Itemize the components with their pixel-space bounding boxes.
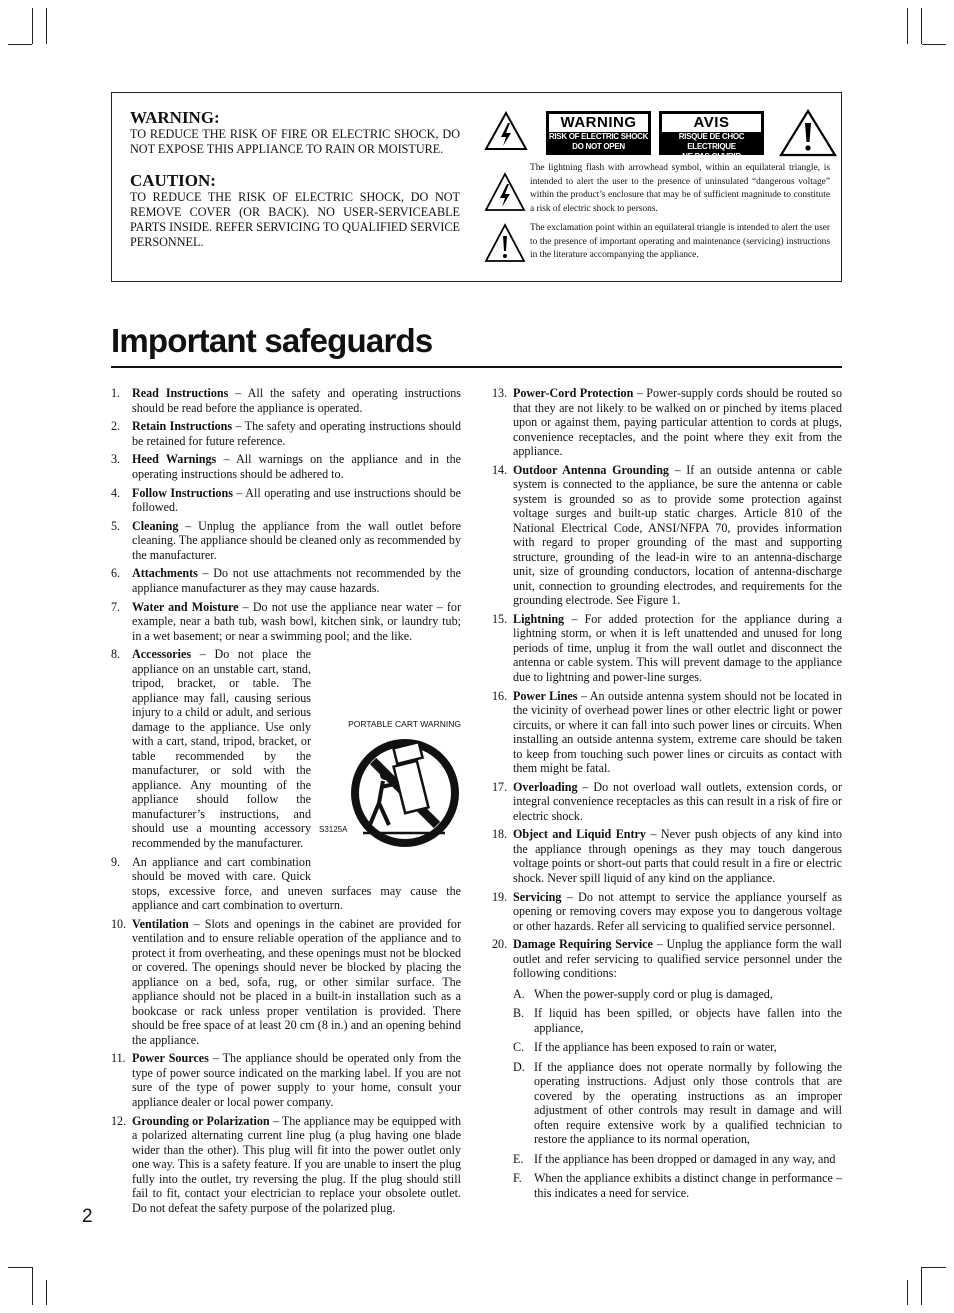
crop-mark bbox=[922, 1267, 946, 1268]
warning-text: TO REDUCE THE RISK OF FIRE OR ELECTRIC SHOCK, DO NOT EXPOSE THIS APPLIANCE TO RAIN OR MOISTURE. bbox=[130, 127, 460, 157]
lightning-description: The lightning flash with arrowhead symbol, within an equilateral triangle, is intended to alert the user to the presence of uninsulated “dangerous voltage” within the product’s enclosure that may be of sufficient magnitude to constitute a risk of electric shock to persons. bbox=[530, 163, 830, 214]
warning-label bbox=[546, 111, 651, 155]
item-text: – If an outside antenna or cable system is connected to the appliance, be sure the antenna or cable system is grounded so as to provide some protection against voltage surges and built-up static charges. Article 810 of the National Electrical Code, ANSI/NFPA 70, provides information with regard to proper grounding of the mast and supporting structure, grounding of the lead-in wire to an antenna-discharge unit, size of grounding conductors, location of antenna-discharge unit, connection to grounding electrodes, and requirements for the grounding electrode. See Figure 1. bbox=[513, 462, 842, 608]
subitem-letter: E. bbox=[513, 1151, 524, 1166]
subitem-text: If liquid has been spilled, or objects have fallen into the appliance, bbox=[534, 1006, 842, 1035]
item-number: 18. bbox=[492, 827, 508, 842]
item-term: Power Sources bbox=[132, 1051, 209, 1066]
lightning-triangle-icon bbox=[484, 111, 528, 151]
lightning-triangle-small-icon bbox=[484, 172, 526, 212]
list-item bbox=[492, 780, 842, 824]
title-rule bbox=[111, 366, 842, 368]
crop-mark bbox=[46, 1280, 47, 1305]
item-term: Read Instructions bbox=[132, 386, 229, 400]
crop-mark bbox=[32, 8, 33, 44]
item-number: 1. bbox=[111, 386, 121, 400]
warning-label-line2: DO NOT OPEN bbox=[572, 142, 625, 151]
exclamation-triangle-small-icon bbox=[484, 223, 526, 263]
list-item bbox=[492, 386, 842, 459]
item-text: – Unplug the appliance form the wall outlet and refer servicing to qualified service personnel under the following conditions: bbox=[513, 937, 842, 981]
item-number: 11. bbox=[111, 1051, 126, 1066]
item-term: Power-Cord Protection bbox=[513, 386, 634, 400]
warning-text-block bbox=[130, 109, 460, 261]
list-subitem bbox=[513, 1171, 842, 1200]
item-term: Grounding or Polarization bbox=[132, 1113, 270, 1128]
subitem-letter: D. bbox=[513, 1059, 525, 1074]
subitem-letter: F. bbox=[513, 1171, 522, 1186]
item-text: – All operating and use instructions should be followed. bbox=[132, 485, 461, 515]
item-text: – All the safety and operating instructions should be read before the appliance is operated. bbox=[132, 386, 461, 415]
subitem-text: If the appliance has been exposed to rain or water, bbox=[534, 1040, 777, 1055]
subitem-letter: C. bbox=[513, 1040, 525, 1055]
cart-figure-code: S3125A bbox=[319, 825, 348, 835]
item-text: – An outside antenna system should not be located in the vicinity of overhead power lines or other electric light or power circuits, or where it can fall into such power lines or circuits. When installing an outside antenna system, extreme care should be taken to keep from touching such power lines or circuits as contact with them might be fatal. bbox=[513, 688, 842, 776]
item-number: 6. bbox=[111, 566, 121, 581]
item-number: 15. bbox=[492, 611, 508, 626]
item-text: – The appliance should be operated only from the type of power source indicated on the marking label. If you are not sure of the type of power supply to your home, consult your appliance dealer or local power company. bbox=[132, 1051, 461, 1109]
item-text: – Slots and openings in the cabinet are provided for ventilation and to ensure reliable operation of the appliance and to protect it from overheating, and these openings must not be blocked or covered. The openings should never be blocked by placing the appliance on a bed, sofa, rug, or other similar surface. The appliance should not be placed in a built-in installation such as a bookcase or rack unless proper ventilation is provided. There should be free space of at least 20 cm (8 in.) and an opening behind the appliance. bbox=[132, 916, 461, 1047]
item-text: – Do not attempt to service the appliance yourself as opening or removing covers may expose you to dangerous voltage or other hazards. Refer all servicing to qualified service personnel. bbox=[513, 889, 842, 933]
list-item bbox=[492, 890, 842, 934]
list-item bbox=[111, 452, 461, 481]
item-number: 10. bbox=[111, 916, 127, 931]
item-number: 9. bbox=[111, 854, 121, 869]
item-number: 3. bbox=[111, 452, 121, 467]
list-item bbox=[111, 486, 461, 515]
subitem-text: If the appliance does not operate normally by following the operating instructions. Adjust only those controls that are covered by the operating instructions as an improper adjustment of other controls may result in damage and will often require extensive work by a qualified technician to restore the appliance to its normal operation, bbox=[534, 1059, 842, 1147]
item-text: An appliance and cart combination should be moved with care. Quick stops, excessive force, and uneven surfaces may cause the appliance and cart combination to overturn. bbox=[132, 854, 461, 912]
caution-heading: CAUTION: bbox=[130, 170, 216, 190]
item-term: Lightning bbox=[513, 611, 565, 626]
item-term: Overloading bbox=[513, 779, 578, 794]
item-term: Servicing bbox=[513, 889, 562, 904]
item-text: – Do not use the appliance near water – for example, near a bath tub, wash bowl, kitchen sink, or laundry tub; in a wet basement; or near a swimming pool; and the like. bbox=[132, 599, 461, 643]
item-text: – Unplug the appliance from the wall outlet before cleaning. The appliance should be cleaned only as recommended by the manufacturer. bbox=[132, 518, 461, 562]
list-item bbox=[111, 386, 461, 415]
item-number: 4. bbox=[111, 485, 121, 500]
page-title: Important safeguards bbox=[111, 322, 433, 359]
avis-label-title: AVIS bbox=[662, 114, 761, 132]
crop-mark bbox=[921, 1267, 922, 1305]
warning-box bbox=[111, 92, 842, 282]
item-text: – Do not overload wall outlets, extension cords, or integral convenience receptacles as this can result in a risk of fire or electric shock. bbox=[513, 779, 842, 823]
avis-label-line2: NE PAS OUVRIR bbox=[682, 152, 741, 161]
list-item bbox=[111, 647, 461, 850]
item-term: Damage Requiring Service bbox=[513, 937, 653, 952]
item-number: 17. bbox=[492, 779, 508, 794]
list-item bbox=[492, 463, 842, 608]
list-item bbox=[492, 689, 842, 776]
item-text: – All warnings on the appliance and in the operating instructions should be adhered to. bbox=[132, 452, 461, 481]
item-number: 12. bbox=[111, 1113, 127, 1128]
right-column bbox=[492, 386, 842, 1205]
subitem-text: When the power-supply cord or plug is damaged, bbox=[534, 986, 773, 1001]
exclamation-triangle-icon bbox=[779, 109, 837, 157]
warning-label-line1: RISK OF ELECTRIC SHOCK bbox=[548, 132, 649, 141]
list-item bbox=[111, 1114, 461, 1216]
portable-cart-figure bbox=[319, 719, 461, 871]
item-text: – Never push objects of any kind into the appliance through openings as they may touch dangerous voltage points or short-out parts that could result in a fire or electric shock. Never spill liquid of any kind on the appliance. bbox=[513, 827, 842, 885]
list-item bbox=[111, 419, 461, 448]
cart-warning-label: PORTABLE CART WARNING bbox=[348, 719, 461, 730]
caution-text: TO REDUCE THE RISK OF ELECTRIC SHOCK, DO NOT REMOVE COVER (OR BACK). NO USER-SERVICEABLE PARTS INSIDE. REFER SERVICING TO QUALIFIED SERVICE PERSONNEL. bbox=[130, 189, 460, 250]
avis-label-line1: RISQUE DE CHOC ELECTRIQUE bbox=[678, 132, 745, 151]
item-text: – The safety and operating instructions should be retained for future reference. bbox=[132, 419, 461, 448]
item-term: Power Lines bbox=[513, 688, 578, 703]
list-item bbox=[111, 566, 461, 595]
list-item bbox=[111, 600, 461, 644]
subitem-text: When the appliance exhibits a distinct change in performance – this indicates a need for service. bbox=[534, 1171, 842, 1200]
item-term: Cleaning bbox=[132, 518, 179, 533]
list-subitem bbox=[513, 1060, 842, 1147]
list-item bbox=[111, 519, 461, 563]
exclamation-description: The exclamation point within an equilateral triangle is intended to alert the user to the presence of important operating and maintenance (servicing) instructions in the literature accompanying the appliance. bbox=[530, 223, 830, 261]
list-item bbox=[111, 917, 461, 1048]
crop-mark bbox=[8, 1267, 32, 1268]
list-subitem bbox=[513, 1040, 842, 1055]
avis-label bbox=[659, 111, 764, 161]
item-number: 2. bbox=[111, 419, 121, 434]
list-subitem bbox=[513, 1006, 842, 1035]
item-term: Water and Moisture bbox=[132, 599, 239, 614]
item-number: 7. bbox=[111, 599, 121, 614]
crop-mark bbox=[46, 8, 47, 44]
subitem-text: If the appliance has been dropped or damaged in any way, and bbox=[534, 1151, 836, 1166]
warning-label-title: WARNING bbox=[549, 114, 648, 132]
item-term: Retain Instructions bbox=[132, 419, 233, 434]
left-column bbox=[111, 386, 461, 1219]
item-text: – Power-supply cords should be routed so that they are not likely to be walked on or pinched by items placed upon or against them, paying particular attention to cords at plugs, convenience receptacles, and the point where they exit from the appliance. bbox=[513, 386, 843, 458]
subitem-letter: A. bbox=[513, 986, 525, 1001]
list-subitem bbox=[513, 987, 842, 1002]
item-term: Outdoor Antenna Grounding bbox=[513, 462, 669, 477]
subitem-letter: B. bbox=[513, 1006, 525, 1021]
item-number: 13. bbox=[492, 386, 508, 400]
item-number: 5. bbox=[111, 518, 121, 533]
item-number: 8. bbox=[111, 647, 121, 662]
crop-mark bbox=[8, 44, 32, 45]
crop-mark bbox=[907, 8, 908, 44]
item-term: Follow Instructions bbox=[132, 485, 233, 500]
item-number: 20. bbox=[492, 937, 508, 952]
item-term: Accessories bbox=[132, 647, 192, 662]
crop-mark bbox=[921, 8, 922, 44]
item-text: – Do not use attachments not recommended by the appliance manufacturer as they may cause hazards. bbox=[132, 566, 461, 595]
item-number: 19. bbox=[492, 889, 508, 904]
item-number: 16. bbox=[492, 688, 508, 703]
item-text: – The appliance may be equipped with a polarized alternating current line plug (a plug having one blade wider than the other). This plug will fit into the power outlet only one way. This is a safety feature. If you are unable to insert the plug fully into the outlet, try reversing the plug. If the plug should still fail to fit, contact your electrician to replace your obsolete outlet. Do not defeat the safety purpose of the polarized plug. bbox=[132, 1113, 461, 1215]
list-subitem bbox=[513, 1152, 842, 1167]
item-term: Heed Warnings bbox=[132, 452, 217, 467]
list-item bbox=[111, 1051, 461, 1109]
item-text: – Do not place the appliance on an unstable cart, stand, tripod, bracket, or table. The appliance may fall, causing serious injury to a child or adult, and serious damage to the appliance. Use only with a cart, stand, tripod, bracket, or table recommended by the manufacturer, or sold with the appliance. Any mounting of the appliance should follow the manufacturer’s instructions, and should use a mounting accessory recommended by the manufacturer. bbox=[132, 647, 311, 850]
item-term: Attachments bbox=[132, 566, 198, 581]
page-number: 2 bbox=[82, 1206, 93, 1227]
list-item bbox=[111, 855, 461, 913]
item-term: Object and Liquid Entry bbox=[513, 827, 646, 842]
crop-mark bbox=[922, 44, 946, 45]
crop-mark bbox=[32, 1267, 33, 1305]
list-item bbox=[492, 827, 842, 885]
item-text: – For added protection for the appliance during a lightning storm, or when it is left unattended and unused for long periods of time, unplug it from the wall outlet and disconnect the antenna or cable system. This will prevent damage to the appliance due to lightning and power-line surges. bbox=[513, 611, 842, 684]
list-item bbox=[492, 937, 842, 1200]
warning-heading: WARNING: bbox=[130, 108, 220, 127]
damage-conditions-list bbox=[513, 987, 842, 1201]
item-term: Ventilation bbox=[132, 916, 189, 931]
item-number: 14. bbox=[492, 462, 508, 477]
list-item bbox=[492, 612, 842, 685]
crop-mark bbox=[907, 1280, 908, 1305]
